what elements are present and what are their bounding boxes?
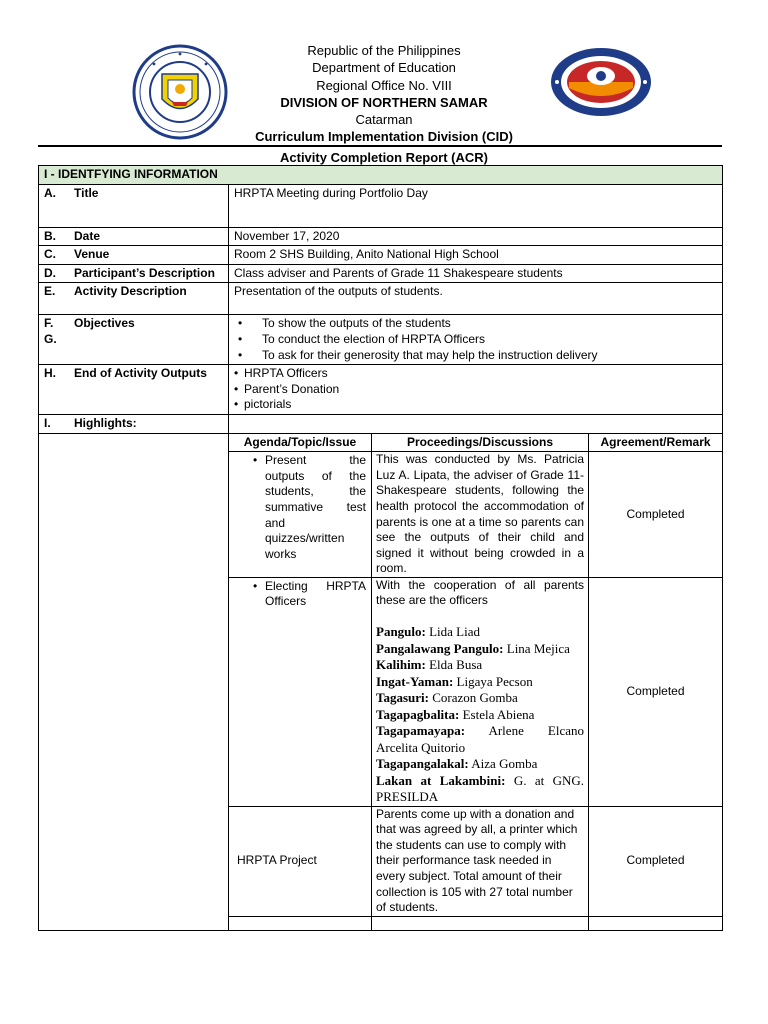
title-row — [39, 184, 723, 227]
agenda-text: Electing HRPTA Officers — [265, 578, 366, 609]
section-header-row — [39, 166, 723, 185]
title-label: Title — [74, 185, 99, 200]
participants-letter: D. — [44, 265, 56, 280]
title-label-cell — [39, 184, 229, 227]
objectives-value — [229, 315, 723, 365]
bullet-dot: • — [253, 578, 258, 593]
acr-table — [38, 165, 723, 931]
date-value: November 17, 2020 — [229, 227, 723, 246]
bullet-dot: • — [253, 453, 258, 468]
objective-item: • To conduct the election of HRPTA Officers — [234, 332, 717, 348]
objectives-letter: F. — [44, 316, 54, 331]
title-letter: A. — [44, 185, 56, 200]
participants-value: Class adviser and Parents of Grade 11 Shakespeare students — [229, 264, 723, 283]
outputs-letter: H. — [44, 366, 56, 381]
empty-cell — [229, 916, 372, 930]
objectives-label: Objectives — [74, 316, 135, 331]
activity-label-cell — [39, 283, 229, 315]
participants-row — [39, 264, 723, 283]
header-divider — [38, 145, 722, 147]
date-letter: B. — [44, 228, 56, 243]
section-header — [39, 166, 723, 185]
officer-line: Tagapangalakal: Aiza Gomba — [376, 756, 538, 772]
outputs-row — [39, 365, 723, 415]
activity-label: Activity Description — [74, 284, 187, 299]
outputs-list — [234, 366, 717, 413]
city-line: Catarman — [355, 112, 413, 127]
agenda-cell — [229, 577, 372, 806]
officer-line: Tagapamayapa: Arlene Elcano Arcelita Quitorio — [376, 723, 584, 755]
outputs-value — [229, 365, 723, 415]
section-roman: I - — [44, 167, 55, 181]
empty-cell — [589, 916, 723, 930]
cid-line: Curriculum Implementation Division (CID) — [255, 129, 513, 144]
remark-header: Agreement/Remark — [589, 433, 723, 452]
division-seal-logo — [549, 46, 653, 118]
officer-line: Tagapagbalita: Estela Abiena — [376, 706, 535, 722]
agenda-header: Agenda/Topic/Issue — [229, 433, 372, 452]
highlights-letter: I. — [44, 415, 51, 430]
section-title: IDENTFYING INFORMATION — [58, 167, 218, 181]
agenda-cell — [229, 452, 372, 578]
highlights-header-row — [39, 433, 723, 452]
deped-seal-logo — [132, 44, 228, 140]
objective-item: • To show the outputs of the students — [234, 316, 717, 332]
date-row — [39, 227, 723, 246]
objectives-row — [39, 315, 723, 365]
venue-row — [39, 246, 723, 265]
highlights-label: Highlights: — [74, 415, 137, 430]
highlights-row — [39, 414, 723, 433]
output-item: • Parent’s Donation — [234, 382, 717, 398]
department-line: Department of Education — [312, 60, 456, 75]
date-label: Date — [74, 228, 101, 243]
highlights-label-cell — [39, 414, 229, 433]
venue-value: Room 2 SHS Building, Anito National High School — [229, 246, 723, 265]
output-item: • HRPTA Officers — [234, 366, 717, 382]
objective-item: • To ask for their generosity that may help the instruction delivery — [234, 348, 717, 364]
venue-letter: C. — [44, 247, 56, 262]
proceedings-header: Proceedings/Discussions — [372, 433, 589, 452]
agenda-text: Present the outputs of the students, the summative test and quizzes/written works — [265, 453, 366, 561]
participants-label-cell — [39, 264, 229, 283]
empty-cell — [372, 916, 589, 930]
output-item: • pictorials — [234, 397, 717, 413]
republic-line: Republic of the Philippines — [307, 43, 461, 58]
date-label-cell — [39, 227, 229, 246]
outputs-label-cell — [39, 365, 229, 415]
regional-office-line: Regional Office No. VIII — [316, 78, 452, 93]
activity-letter: E. — [44, 284, 56, 299]
venue-label: Venue — [74, 247, 110, 262]
activity-value: Presentation of the outputs of students. — [229, 283, 723, 315]
remark-cell: Completed — [589, 452, 723, 578]
report-title: Activity Completion Report (ACR) — [280, 150, 488, 165]
officer-line: Kalihim: Elda Busa — [376, 657, 483, 673]
proceedings-cell: Parents come up with a donation and that was agreed by all, a printer which the students can use to comply with their performance task needed in every subject. Total amount of their collection is 105 with 27 total number of students. — [372, 806, 589, 916]
officer-line: Pangulo: Lida Liad — [376, 624, 480, 640]
officer-line: Lakan at Lakambini: G. at GNG. PRESILDA — [376, 772, 585, 805]
activity-row — [39, 283, 723, 315]
officer-line: Tagasuri: Corazon Gomba — [376, 690, 518, 706]
division-line: DIVISION OF NORTHERN SAMAR — [280, 95, 488, 110]
remark-cell: Completed — [589, 577, 723, 806]
title-value: HRPTA Meeting during Portfolio Day — [229, 184, 723, 227]
proceedings-intro: With the cooperation of all parents these are the officers — [376, 577, 584, 608]
objectives-label-cell — [39, 315, 229, 365]
proceedings-cell: This was conducted by Ms. Patricia Luz A. Lipata, the adviser of Grade 11- Shakespeare students, following the health protocol the accommodation of parents is one at a time so parents can see the outputs of their child and signed it without being crowded in a room. — [372, 452, 589, 578]
highlights-left-blank — [39, 433, 229, 930]
proceedings-cell — [372, 577, 589, 806]
officer-line: Ingat-Yaman: Ligaya Pecson — [376, 673, 533, 689]
outputs-label: End of Activity Outputs — [74, 366, 207, 381]
venue-label-cell — [39, 246, 229, 265]
agenda-cell: HRPTA Project — [229, 806, 372, 916]
objectives-letter-g: G. — [44, 331, 57, 346]
remark-cell: Completed — [589, 806, 723, 916]
objectives-list — [234, 316, 717, 363]
highlights-empty-cell — [229, 414, 723, 433]
participants-label: Participant’s Description — [74, 265, 215, 280]
officer-line: Pangalawang Pangulo: Lina Mejica — [376, 640, 570, 656]
